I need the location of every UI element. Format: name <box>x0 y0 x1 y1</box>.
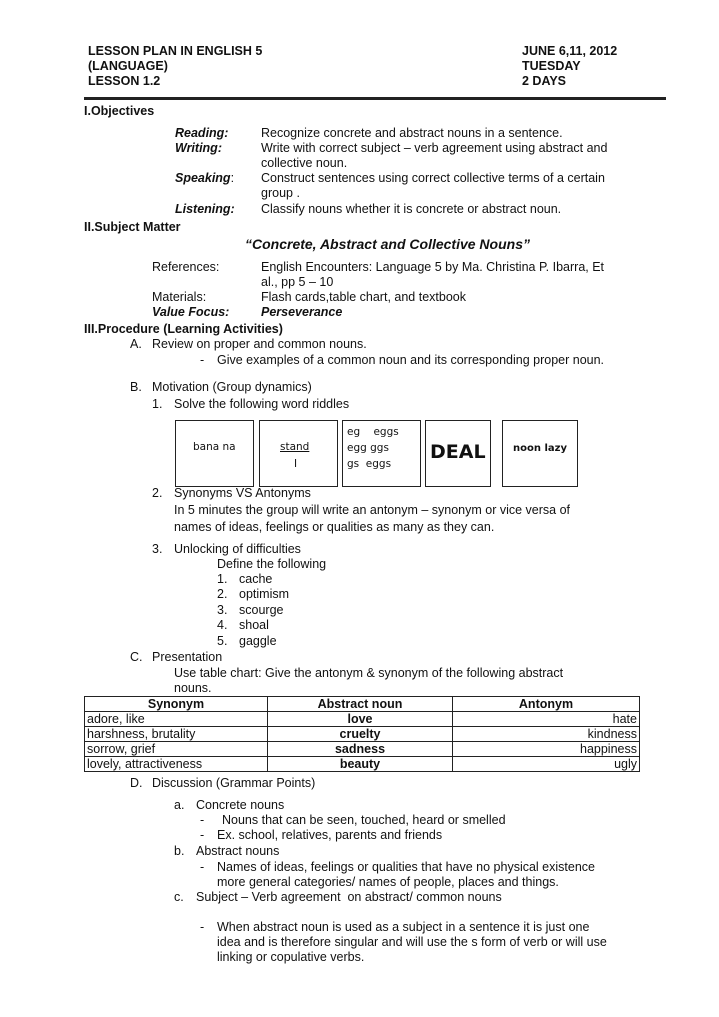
objective-label: Reading: <box>175 126 229 140</box>
synonym-antonym-table <box>84 696 640 772</box>
objective-text: Recognize concrete and abstract nouns in a sentence. <box>261 126 563 140</box>
procedure-c-label: C. <box>130 650 143 664</box>
objective-text: collective noun. <box>261 156 348 170</box>
grammar-a-point: Nouns that can be seen, touched, heard or smelled <box>222 813 506 827</box>
discussion-label: D. <box>130 776 143 790</box>
riddle-box <box>175 420 254 487</box>
riddle-box <box>342 420 421 487</box>
grammar-c-point: idea and is therefore singular and will use the s form of verb or will use <box>217 935 607 949</box>
bullet-dash: - <box>200 828 205 842</box>
objective-label: Listening: <box>175 202 235 216</box>
noun-cell: cruelty <box>268 727 453 742</box>
materials-text: Flash cards,table chart, and textbook <box>261 290 466 304</box>
table-row <box>85 712 640 727</box>
references-text: English Encounters: Language 5 by Ma. Christina P. Ibarra, Et <box>261 260 605 274</box>
noun-cell: love <box>268 712 453 727</box>
column-header: Antonym <box>453 697 640 712</box>
header-lesson: LESSON 1.2 <box>88 74 161 88</box>
procedure-c-desc: nouns. <box>174 681 212 695</box>
discussion-text: Discussion (Grammar Points) <box>152 776 316 790</box>
procedure-b3-num: 3. <box>152 542 163 556</box>
procedure-b-text: Motivation (Group dynamics) <box>152 380 312 394</box>
objective-text: group . <box>261 186 300 200</box>
procedure-b1-num: 1. <box>152 397 163 411</box>
table-row <box>85 727 640 742</box>
antonym-cell: happiness <box>453 742 640 757</box>
procedure-a-text: Review on proper and common nouns. <box>152 337 367 351</box>
procedure-b3-define: Define the following <box>217 557 327 571</box>
header-course: LESSON PLAN IN ENGLISH 5 <box>88 44 263 58</box>
column-header: Abstract noun <box>268 697 453 712</box>
table-row <box>85 742 640 757</box>
vocab-num: 4. <box>217 618 228 632</box>
procedure-a-dash: - <box>200 353 205 367</box>
grammar-a-point: Ex. school, relatives, parents and friends <box>217 828 443 842</box>
noun-cell: sadness <box>268 742 453 757</box>
procedure-a-sub: Give examples of a common noun and its corresponding proper noun. <box>217 353 605 367</box>
riddle-text: noon lazy <box>513 443 567 454</box>
grammar-a-text: Concrete nouns <box>196 798 285 812</box>
bullet-dash: - <box>200 813 205 827</box>
header-divider <box>84 97 666 100</box>
riddle-box <box>502 420 578 487</box>
objective-text: Write with correct subject – verb agreement using abstract and <box>261 141 608 155</box>
bullet-dash: - <box>200 920 205 934</box>
bullet-dash: - <box>200 860 205 874</box>
antonym-cell: hate <box>453 712 640 727</box>
grammar-b-label: b. <box>174 844 185 858</box>
procedure-b2-desc: In 5 minutes the group will write an antonym – synonym or vice versa of <box>174 503 571 517</box>
vocab-word: shoal <box>239 618 269 632</box>
riddle-text: eg eggs <box>347 426 399 438</box>
vocab-word: gaggle <box>239 634 277 648</box>
objective-label: Speaking <box>175 171 231 185</box>
references-text: al., pp 5 – 10 <box>261 275 334 289</box>
header-date: JUNE 6,11, 2012 <box>522 44 618 58</box>
procedure-b-label: B. <box>130 380 142 394</box>
materials-label: Materials: <box>152 290 207 304</box>
procedure-b2-text: Synonyms VS Antonyms <box>174 486 311 500</box>
riddle-box <box>259 420 338 487</box>
objective-text: Classify nouns whether it is concrete or abstract noun. <box>261 202 562 216</box>
vocab-num: 1. <box>217 572 228 586</box>
header-duration: 2 DAYS <box>522 74 567 88</box>
antonym-cell: ugly <box>453 757 640 772</box>
riddle-text: egg ggs <box>347 442 389 454</box>
references-label: References: <box>152 260 220 274</box>
riddle-text: I <box>294 458 298 470</box>
grammar-b-point: more general categories/ names of people, places and things. <box>217 875 559 889</box>
procedure-a-label: A. <box>130 337 142 351</box>
grammar-c-label: c. <box>174 890 184 904</box>
procedure-b3-text: Unlocking of difficulties <box>174 542 301 556</box>
grammar-b-point: Names of ideas, feelings or qualities that have no physical existence <box>217 860 595 874</box>
vocab-word: cache <box>239 572 273 586</box>
grammar-c-point: When abstract noun is used as a subject in a sentence it is just one <box>217 920 590 934</box>
grammar-c-text: Subject – Verb agreement on abstract/ common nouns <box>196 890 502 904</box>
riddle-text: gs eggs <box>347 458 392 470</box>
value-focus-text: Perseverance <box>261 305 343 319</box>
table-row <box>85 757 640 772</box>
subject-matter-heading: II.Subject Matter <box>84 220 181 234</box>
noun-cell: beauty <box>268 757 453 772</box>
objective-label-wrap <box>175 171 234 186</box>
vocab-word: optimism <box>239 587 290 601</box>
antonym-cell: kindness <box>453 727 640 742</box>
vocab-num: 5. <box>217 634 228 648</box>
table-header-row <box>85 697 640 712</box>
objective-label-colon: : <box>230 171 235 185</box>
vocab-word: scourge <box>239 603 284 617</box>
grammar-b-text: Abstract nouns <box>196 844 280 858</box>
synonym-cell: sorrow, grief <box>85 742 268 757</box>
synonym-cell: adore, like <box>85 712 268 727</box>
grammar-a-label: a. <box>174 798 185 812</box>
riddle-text: stand <box>280 441 310 453</box>
synonym-cell: lovely, attractiveness <box>85 757 268 772</box>
procedure-b2-desc: names of ideas, feelings or qualities as many as they can. <box>174 520 495 534</box>
header-subject: (LANGUAGE) <box>88 59 168 73</box>
riddle-box <box>425 420 491 487</box>
riddle-text: DEAL <box>430 441 486 463</box>
synonym-cell: harshness, brutality <box>85 727 268 742</box>
objectives-heading: I.Objectives <box>84 104 155 118</box>
objective-label: Writing: <box>175 141 222 155</box>
header-day: TUESDAY <box>522 59 581 73</box>
column-header: Synonym <box>85 697 268 712</box>
procedure-c-desc: Use table chart: Give the antonym & synonym of the following abstract <box>174 666 564 680</box>
procedure-b2-num: 2. <box>152 486 163 500</box>
lesson-title: “Concrete, Abstract and Collective Nouns” <box>245 236 530 252</box>
riddle-text: bana na <box>193 441 236 453</box>
procedure-c-text: Presentation <box>152 650 223 664</box>
procedure-heading: III.Procedure (Learning Activities) <box>84 322 283 336</box>
vocab-num: 3. <box>217 603 228 617</box>
value-focus-label: Value Focus: <box>152 305 230 319</box>
grammar-c-point: linking or copulative verbs. <box>217 950 365 964</box>
procedure-b1-text: Solve the following word riddles <box>174 397 350 411</box>
vocab-num: 2. <box>217 587 228 601</box>
objective-text: Construct sentences using correct collective terms of a certain <box>261 171 605 185</box>
